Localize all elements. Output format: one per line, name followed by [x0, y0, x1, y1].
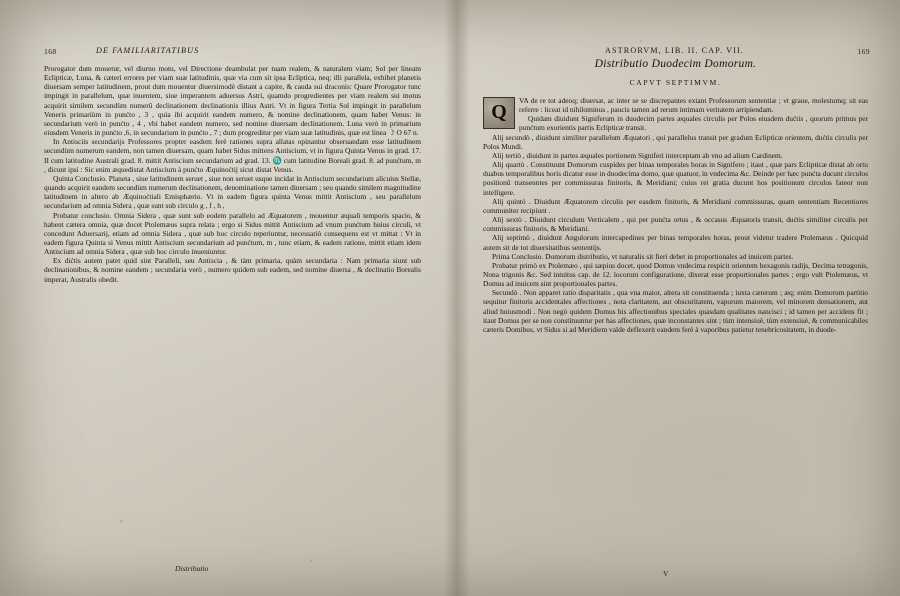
paragraph: Alij tertiò , diuidunt in partes æquales portionem Signiferi interceptam ab vno ad alium Cardinem.	[492, 150, 783, 160]
chapter-title: Distributio Duodecim Domorum.	[594, 58, 757, 70]
paragraph: Alij sextò . Diuidunt circulum Verticalem , qui per punćta ortus , & occasus Æquatoris transit, dućtis similiter circulis per commissuras finitoris, & Meridiani.	[483, 215, 868, 234]
left-page-catchword: Distributio	[175, 564, 209, 573]
paragraph: Alij septimò , diuidunt Angulorum intercapedines per binas temporales horas, prout videtur tradere Ptolemæus . Quicquid autem sit de tot diuersitatibus sententijs.	[483, 233, 868, 252]
right-page-folio: 169	[857, 47, 870, 56]
paragraph: Alij secundò , diuidunt similiter parallelum Æquatori , qui parallelus transit per gradum Eclipticæ orientem, dućtis circulis per Polos Mundi.	[483, 132, 868, 151]
paragraph: Prorogator dum mouetur, vel diurno motu, vel Directione deambulat per tuam realem, & naturalem viam; Sol per lineam Eclipticæ, Luna, & cæteri errores per viam suæ latitudinis, quæ via cum sit ipsa Ecliptica, neq; illi parallela, exhibet planetis diuersam semper latitudinem, prout dum mouentur diuersimodè distant a capite, & cauda sui draconis: Quare Prorogator tunc impingit in parallelum, quæ inuentem, siue imperantem aduersus Astri, quamdo progredientes per viam realem sui motus acquirit similem secundùm numerû declinationem declinationis illius Astri. Vt in figura Tertia Sol impingit in parallelum Veneris primariùm in punćto , 3 , quia ibi acquirit eandem numero, & nomine declinationem, quam habet Venus: in secundarium verò in punćto , 4 , vbi habet eandem numero, sed nomine diuersam declinationem. Luna verò in primarium eiusdem Veneris in punćto ,6, in secundarium in punćto , 7 ; dum progreditur per viam suæ latitudinis, quæ est linea ☽ O 67 n.	[44, 64, 421, 138]
paragraph: Quidam diuidunt Signiferum in duodecim partes æquales circulis per Polos eiusdem dućtis , quorum primus per punćtum exorientis partis Eclipticæ transit.	[519, 114, 868, 133]
paragraph: Probatur primò ex Ptolemæo , qui sæpius docet, quod Domus vndecima respicit orientem hexagonis radijs, Decima tetragonis, Nona trigonis &c. Sed intuitus cap. de 12. locorum configuratione, dixerat esse proportionales partes ; ergo vult Ptolemæus, vt Domus ad inuicem sint proportionales partes.	[483, 260, 868, 289]
left-page-folio: 168	[44, 47, 57, 56]
right-page-catchword: V	[663, 569, 670, 578]
paragraph: Secundò . Non apparet ratio disparitatis , qua vna maior, altera sit constituenda ; iuxta cæterum ; æq; enim Domorum partitio sequitur finitoris accidentales affectiones , nota claritatem, aut obscuritatem, vaporum maiorem, vel minorem densationem, aut aliud huiusmodi . Non negò quidem Domus his affectionibus speciales quasdam qualitates nancisci ; id tamen per accidens fit ; itaut Domus per se non constituuntur per has affectiones, quæ inconstantes sint ; tùm intensiuè, tùm extensiuè, & communicabiles cæteris Domibus, vt Sidus si ad Meridiem valde deflexerit eandem ferè à vaporibus patietur tenebricositatem, in duode-	[483, 288, 868, 334]
drop-cap-initial: Q	[483, 97, 515, 129]
paragraph-opening	[483, 96, 868, 123]
paragraph: In Antisciis secundarijs Professores propter easdem ferè rationes supra allatas opinantur obseruandam esse latitudinem secundùm numerum eandem, non tamen diuersam, quam habet Sidus mittens Antiscium, vt in figura Quinta Venus in grad. 17. II cum latitudine Australi grad. 8. mittit Antiscium secundarium ad grad. 13. ♏ cum latitudine Boreali grad. 8. ad punćtum, m , dicunt ipsi : Sic enim æquedistat Antiscium à punćto Æquinoćtij sicut distat Venus.	[44, 137, 421, 174]
paragraph: Prima Conclusio. Domorum distributio, vt naturalis sit fieri debet in proportionales ad inuicem partes.	[492, 251, 794, 261]
left-page-text-column	[44, 64, 421, 284]
left-page-running-head: DE FAMILIARITATIBUS	[96, 46, 200, 55]
paragraph: Alij quartò . Constituunt Domorum cuspides per binas temporales horas in Signifero ; itaut , quæ pars Eclipticæ distat ab ortu duabus temporalibus horis dicatur esse in duodecima domo, quæ quatuor, in vndecima &c. Deinde per hæc punćta ducunt circulos positionû transeuntes per commissuras finitoris, & Meridiani; cuius rei gratia ducunt hos positionum circulos fateor non intelligere.	[483, 160, 868, 197]
right-page	[455, 0, 900, 596]
paragraph: Alij quintò . Diuidunt Æquatorem circulis per easdem finitoris, & Meridiani commissuras, quam sententiam Recentiores communiter recipiunt .	[483, 196, 868, 215]
right-page-running-head: ASTRORVM, LIB. II. CAP. VII.	[605, 46, 744, 55]
chapter-caput: CAPVT SEPTIMVM.	[629, 78, 722, 87]
paragraph-text: VA de re tot adeoq; diuersæ, ac inter se se discrepantes extant Professorum sententiæ ; vt graue, molestumq; sit eas referre : liceat id nihilominus , paucis tamen ad rerum intimam veritatem arripiendam.	[519, 96, 868, 115]
paragraph: Probatur conclusio. Omnia Sidera , quæ sunt sub eodem parallelo ad Æquatorem , mouentur æquali temporis spacio, & habent cætera omnia, quæ docet Ptolemæus supra relata ; ergo si Sidus mittit Antiscium ad vnum punćtum huius circuli, vt concedunt Aduersarij, etiam ad omnia Sidera , quæ sub hoc circulo reperiuntur, necessariò consequens est vt mittat : Vt in eadem figura Quinta si Venus mittit Antiscium secundarium ad punćtum, m , tunc etiam, & eadem ratione, mittit etiam idem Antiscium ad omnia Sidera , quæ sub hoc circulo inueniuntur.	[44, 210, 421, 257]
paragraph: Quinta Conclusio. Planeta , siue latitudinem seruet , siue non seruet usque incidat in Antiscium secundarium alicuius Stellæ, quando acquirit eandem secundùm numerum declinationem, denominatione tamen diuersam ; seu quando similem magnitudine latitudinem in altero ab Æquinoćtiali Emisphærio. Vt in eadem figura quinta Venus mittit Antiscium , seu parallelum secundarium ad omnia Sidera , quæ sunt sub circulo g , f , h ,	[44, 173, 421, 211]
paragraph: Ex dićtis autem patet quid sint Paralleli, seu Antiscia , & tàm primaria, quàm secundaria : Nam primaria siunt sub declinationibus, & nomine eandem ; secundaria verò , numero quidem sub eadem, sed nomine diuersa , & declinatio Borealis imperat, Australis obedit.	[44, 256, 421, 284]
right-page-text-column	[483, 96, 868, 334]
